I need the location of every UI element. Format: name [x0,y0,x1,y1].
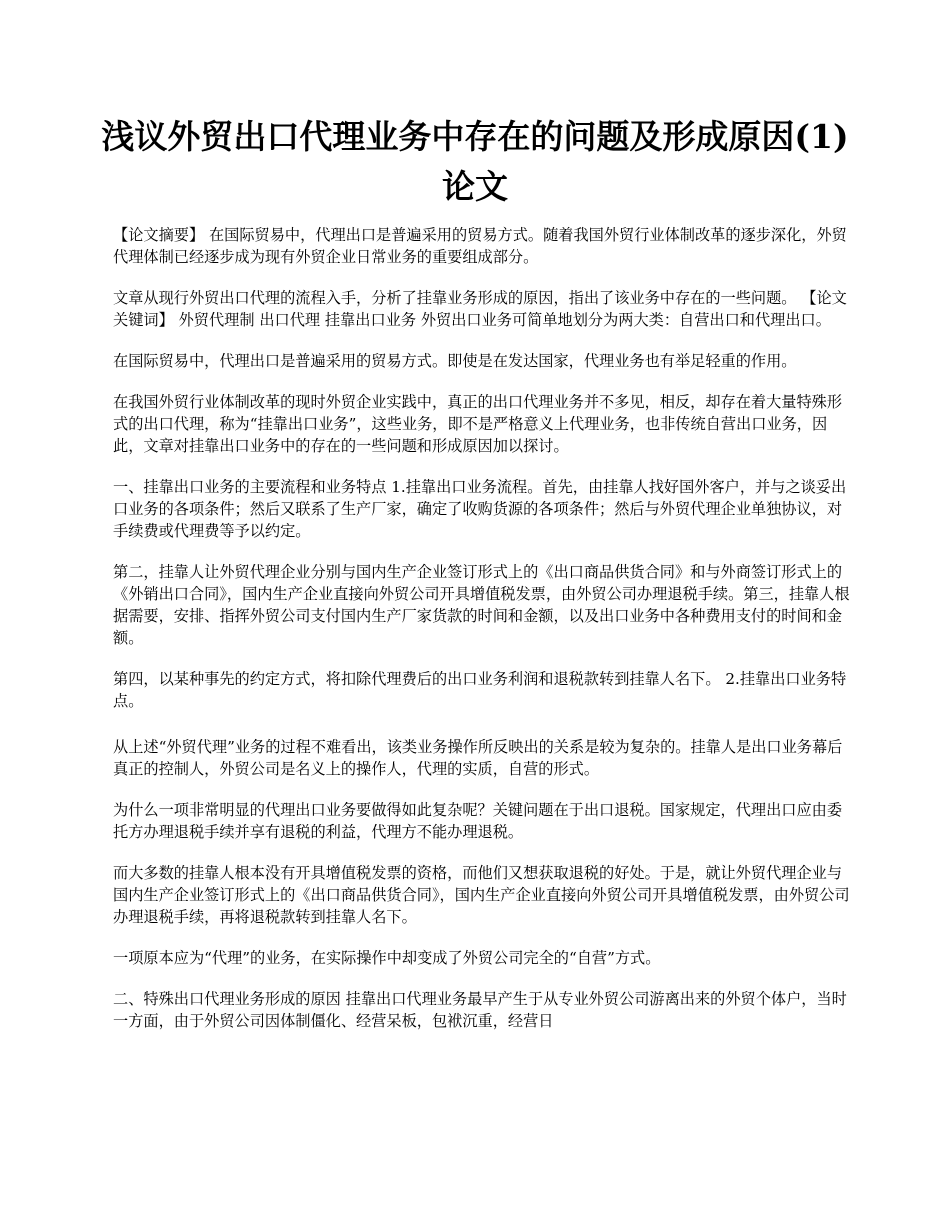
body-paragraph: 从上述“外贸代理”业务的过程不难看出，该类业务操作所反映出的关系是较为复杂的。挂靠人是出口业务幕后真正的控制人，外贸公司是名义上的操作人，代理的实质，自营的形式。 [113,738,843,778]
abstract-paragraph: 【论文摘要】 在国际贸易中，代理出口是普遍采用的贸易方式。随着我国外贸行业体制改革的逐步深化，外贸代理体制已经逐步成为现有外贸企业日常业务的重要组成部分。 [113,226,847,266]
body-paragraph: 在我国外贸行业体制改革的现时外贸企业实践中，真正的出口代理业务并不多见，相反，却存在着大量特殊形式的出口代理，称为“挂靠出口业务”，这些业务，即不是严格意义上代理业务，也非传统自营出口业务，因此，文章对挂靠出口业务中的存在的一些问题和形成原因加以探讨。 [113,393,842,455]
body-paragraph: 为什么一项非常明显的代理出口业务要做得如此复杂呢？关键问题在于出口退税。国家规定，代理出口应由委托方办理退税手续并享有退税的利益，代理方不能办理退税。 [113,801,842,841]
body-paragraph: 在国际贸易中，代理出口是普遍采用的贸易方式。即使是在发达国家，代理业务也有举足轻重的作用。 [113,352,797,370]
body-paragraph: 而大多数的挂靠人根本没有开具增值税发票的资格，而他们又想获取退税的好处。于是，就让外贸代理企业与国内生产企业签订形式上的《出口商品供货合同》，国内生产企业直接向外贸公司开具增值税发票，由外贸公司办理退税手续，再将退税款转到挂靠人名下。 [113,864,850,926]
body-paragraph: 第四，以某种事先的约定方式，将扣除代理费后的出口业务利润和退税款转到挂靠人名下。 2.挂靠出口业务特点。 [113,670,847,710]
section-one-paragraph: 一、挂靠出口业务的主要流程和业务特点 1.挂靠出口业务流程。首先，由挂靠人找好国外客户，并与之谈妥出口业务的各项条件；然后又联系了生产厂家，确定了收购货源的各项条件；然后与外贸代理企业单独协议，对手续费或代理费等予以约定。 [113,478,847,540]
body-paragraph: 第二，挂靠人让外贸代理企业分别与国内生产企业签订形式上的《出口商品供货合同》和与外商签订形式上的《外销出口合同》，国内生产企业直接向外贸公司开具增值税发票，由外贸公司办理退税手续。第三，挂靠人根据需要，安排、指挥外贸公司支付国内生产厂家货款的时间和金额，以及出口业务中各种费用支付的时间和金额。 [113,563,850,647]
document-title: 浅议外贸出口代理业务中存在的问题及形成原因(1)论文 [101,117,849,206]
keywords-paragraph: 文章从现行外贸出口代理的流程入手，分析了挂靠业务形成的原因，指出了该业务中存在的一些问题。 【论文关键词】 外贸代理制 出口代理 挂靠出口业务 外贸出口业务可简单地划分为两大类：自营出口和代理出口。 [113,289,847,329]
document-body [113,224,855,1051]
body-paragraph: 一项原本应为“代理”的业务，在实际操作中却变成了外贸公司完全的“自营”方式。 [113,949,661,967]
section-two-paragraph: 二、特殊出口代理业务形成的原因 挂靠出口代理业务最早产生于从专业外贸公司游离出来的外贸个体户，当时一方面，由于外贸公司因体制僵化、经营呆板，包袱沉重，经营日 [113,990,847,1030]
